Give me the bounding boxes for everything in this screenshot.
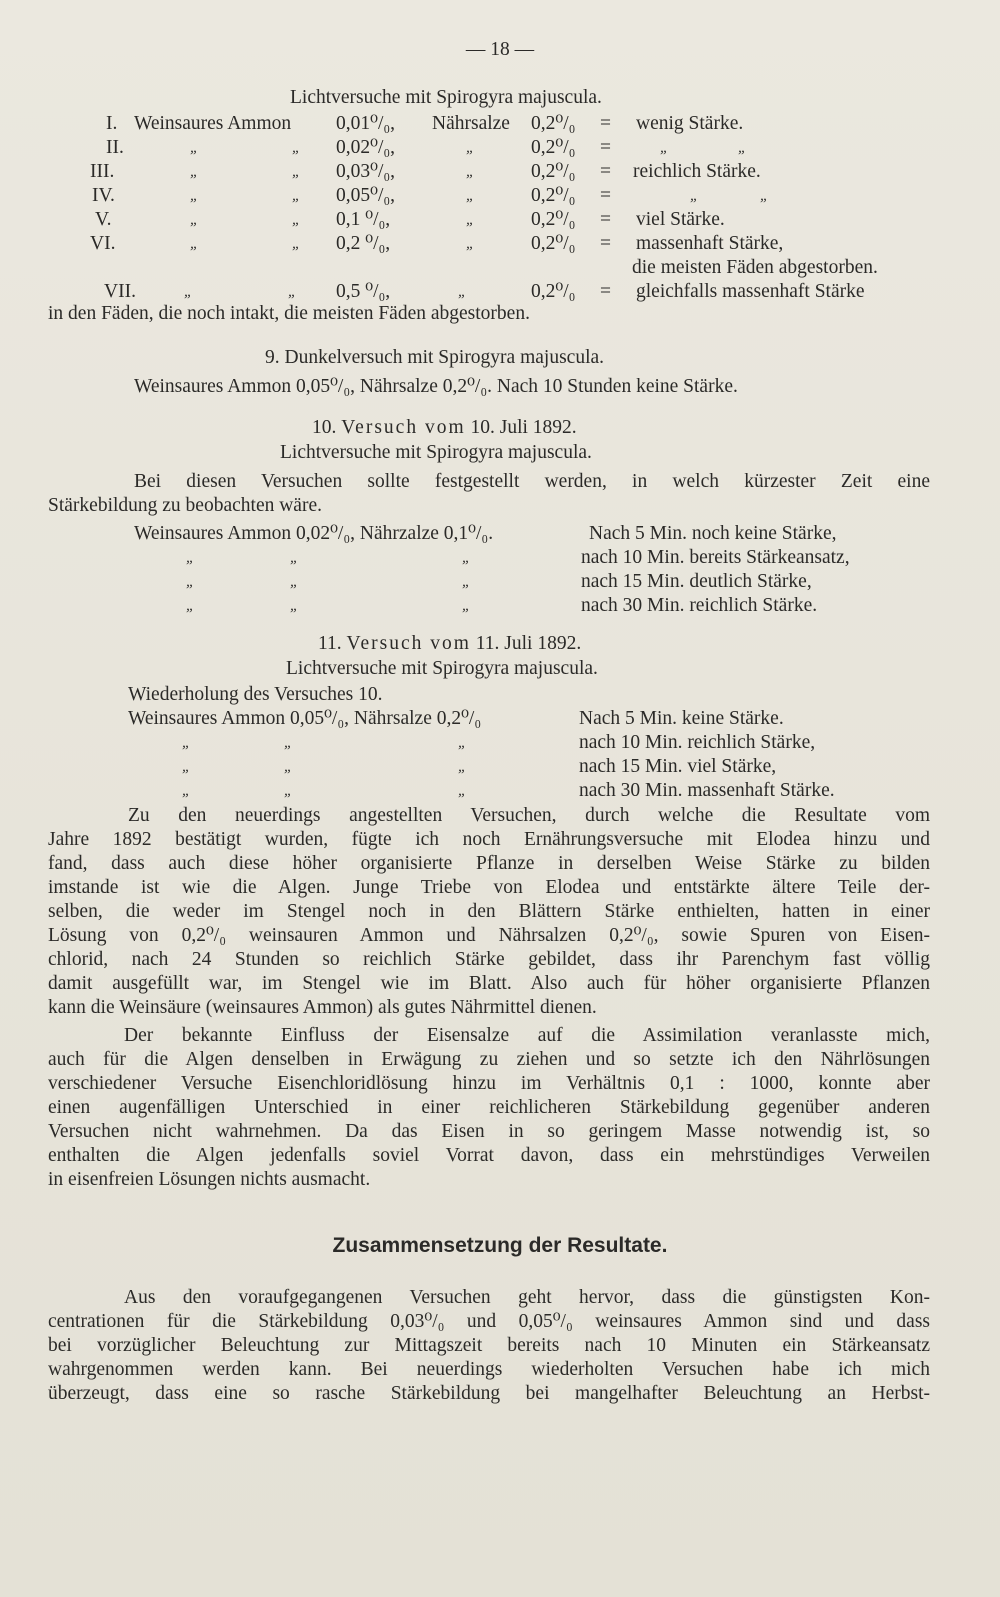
- section-title: 10. Versuch vom 10. Juli 1892.: [312, 417, 577, 438]
- paragraph-line: kann die Weinsäure (weinsaures Ammon) als gutes Nährmittel dienen.: [48, 997, 597, 1018]
- section-title: Lichtversuche mit Spirogyra majuscula.: [290, 87, 602, 108]
- section-subtitle: Lichtversuche mit Spirogyra majuscula.: [280, 442, 592, 463]
- paragraph-line: chlorid, nach 24 Stunden so reichlich Stärke gebildet, dass ihr Parenchym fast völlig: [48, 949, 930, 970]
- document-page: — 18 — Lichtversuche mit Spirogyra majuscula. I. Weinsaures Ammon 0,01⁰/₀, Nährsalze 0,2⁰/₀ = wenig Stärke. II. „ „ 0,02⁰/₀, „ 0,2⁰/₀ = „ „ III. „ „ 0,03⁰/₀, „ 0,2⁰/₀ = reichlich Stärke. IV. „ „ 0,05⁰/₀, „ 0,2⁰/₀ = „ „ V. „ „ 0,1 ⁰/₀, „ 0,2⁰/₀ = viel Stärke. VI. „ „ 0,2 ⁰/₀, „ 0,2⁰/₀ = massenhaft Stärke, die meisten Fäden abgestorben. VII. „ „ 0,5 ⁰/₀, „ 0,2⁰/₀ = gleichfalls massenhaft Stärke in den Fäden, die noch intakt, die meisten Fäden abgestorben. 9. Dunkelversuch mit Spirogyra majuscula. Weinsaures Ammon 0,05⁰/₀, Nährsalze 0,2⁰/₀. Nach 10 Stunden keine Stärke. 10. Versuch vom 10. Juli 1892. Lichtversuche mit Spirogyra majuscula. Bei diesen Versuchen sollte festgestellt werden, in welch kürzester Zeit eine Stärkebildung zu beobachten wäre. Weinsaures Ammon 0,02⁰/₀, Nährzalze 0,1⁰/₀. Nach 5 Min. noch keine Stärke, „ „ „ nach 10 Min. bereits Stärkeansatz, „ „ „ nach 15 Min. deutlich Stärke, „ „ „ nach 30 Min. reichlich Stärke. 11. Versuch vom 11. Juli 1892. Lichtversuche mit Spirogyra majuscula. Wiederholung des Versuches 10. Weinsaures Ammon 0,05⁰/₀, Nährsalze 0,2⁰/₀ Nach 5 Min. keine Stärke. „ „ „ nach 10 Min. reichlich Stärke, „ „ „ nach 15 Min. viel Stärke, „ „ „ nach 30 Min. massenhaft Stärke. Zu den neuerdings angestellten Versuchen, durch welche die Resultate vom Jahre 1892 bestätigt wurden, fügte ich noch Ernährungsversuche mit Elodea hinzu und fand, dass auch diese höher organisierte Pflanze in derselben Weise Stärke zu bilden imstande ist wie die Algen. Junge Triebe von Elodea und entstärkte ältere Teile der- selben, die weder im Stengel noch in den Blättern Stärke enthielten, hatten in einer Lösung von 0,2⁰/₀ weinsauren Ammon und Nährsalzen 0,2⁰/₀, sowie Spuren von Eisen- chlorid, nach 24 Stunden so reichlich Stärke gebildet, dass ihr Parenchym fast völlig damit ausgefüllt war, im Stengel wie im Blatt. Also auch für höher organisierte Pflanzen kann die Weinsäure (weinsaures Ammon) als gutes Nährmittel dienen. Der bekannte Einfluss der Eisensalze auf die Assimilation veranlasste mich, auch für die Algen denselben in Erwägung zu ziehen und so setzte ich den Nährlösungen verschiedener Versuche Eisenchloridlösung hinzu im Verhältnis 0,1 : 1000, konnte aber einen augenfälligen Unterschied in einer reichlicheren Stärkebildung gegenüber anderen Versuchen nicht wahrnehmen. Da das Eisen in so geringem Masse notwendig ist, so enthalten die Algen jedenfalls soviel Vorrat davon, dass ein mehrstündiges Verweilen in eisenfreien Lösungen nichts ausmacht. Zusammensetzung der Resultate. Aus den voraufgegangenen Versuchen geht hervor, dass die günstigsten Kon- centrationen für die Stärkebildung 0,03⁰/₀ und 0,05⁰/₀ weinsaures Ammon sind und dass bei vorzüglicher Beleuchtung zur Mittagszeit bereits nach 10 Minuten ein Stärkeansatz wahrgenommen werden kann. Bei neuerdings wiederholten Versuchen habe ich mich überzeugt, dass eine so rasche Stärkebildung bei mangelhafter Beleuchtung an Herbst-: [0, 0, 1000, 1597]
- paragraph-line: Der bekannte Einfluss der Eisensalze auf die Assimilation veranlasste mich,: [124, 1025, 930, 1046]
- paragraph-line: Jahre 1892 bestätigt wurden, fügte ich noch Ernährungsversuche mit Elodea hinzu und: [48, 829, 930, 850]
- section-line: Weinsaures Ammon 0,05⁰/₀, Nährsalze 0,2⁰/₀. Nach 10 Stunden keine Stärke.: [134, 376, 738, 397]
- row-continuation: die meisten Fäden abgestorben.: [632, 257, 878, 278]
- paragraph-line: imstande ist wie die Algen. Junge Triebe von Elodea und entstärkte ältere Teile der-: [48, 877, 930, 898]
- section-title: 9. Dunkelversuch mit Spirogyra majuscula.: [265, 347, 605, 368]
- paragraph-line: einen augenfälligen Unterschied in einer reichlicheren Stärkebildung gegenüber anderen: [48, 1097, 930, 1118]
- page-number: — 18 —: [465, 39, 535, 60]
- paragraph-line: selben, die weder im Stengel noch in den Blättern Stärke enthielten, hatten in einer: [48, 901, 930, 922]
- paragraph-line: verschiedener Versuche Eisenchloridlösung hinzu im Verhältnis 0,1 : 1000, konnte aber: [48, 1073, 930, 1094]
- section-line: Wiederholung des Versuches 10.: [128, 684, 383, 705]
- paragraph-line: Lösung von 0,2⁰/₀ weinsauren Ammon und Nährsalzen 0,2⁰/₀, sowie Spuren von Eisen-: [48, 925, 930, 946]
- paragraph-line: damit ausgefüllt war, im Stengel wie im Blatt. Also auch für höher organisierte Pflanzen: [48, 973, 930, 994]
- paragraph-line: in eisenfreien Lösungen nichts ausmacht.: [48, 1169, 371, 1190]
- paragraph-line: wahrgenommen werden kann. Bei neuerdings wiederholten Versuchen habe ich mich: [48, 1359, 930, 1380]
- paragraph-line: centrationen für die Stärkebildung 0,03⁰/₀ und 0,05⁰/₀ weinsaures Ammon sind und dass: [48, 1311, 930, 1332]
- section-subtitle: Lichtversuche mit Spirogyra majuscula.: [286, 658, 598, 679]
- paragraph-line: auch für die Algen denselben in Erwägung zu ziehen und so setzte ich den Nährlösungen: [48, 1049, 930, 1070]
- paragraph-line: Zu den neuerdings angestellten Versuchen, durch welche die Resultate vom: [128, 805, 930, 826]
- paragraph-line: Bei diesen Versuchen sollte festgestellt werden, in welch kürzester Zeit eine: [134, 471, 930, 492]
- paragraph-line: Aus den voraufgegangenen Versuchen geht hervor, dass die günstigsten Kon-: [124, 1287, 930, 1308]
- paragraph-line: Versuchen nicht wahrnehmen. Da das Eisen in so geringem Masse notwendig ist, so: [48, 1121, 930, 1142]
- section-title: 11. Versuch vom 11. Juli 1892.: [318, 633, 582, 654]
- results-heading: Zusammensetzung der Resultate.: [332, 1234, 668, 1257]
- row-continuation: in den Fäden, die noch intakt, die meisten Fäden abgestorben.: [48, 303, 530, 324]
- paragraph-line: bei vorzüglicher Beleuchtung zur Mittagszeit bereits nach 10 Minuten ein Stärkeansatz: [48, 1335, 930, 1356]
- paragraph-line: überzeugt, dass eine so rasche Stärkebildung bei mangelhafter Beleuchtung an Herbst-: [48, 1383, 930, 1404]
- paragraph-line: Stärkebildung zu beobachten wäre.: [48, 495, 322, 516]
- paragraph-line: enthalten die Algen jedenfalls soviel Vorrat davon, dass ein mehrstündiges Verweilen: [48, 1145, 930, 1166]
- paragraph-line: fand, dass auch diese höher organisierte Pflanze in derselben Weise Stärke zu bilden: [48, 853, 930, 874]
